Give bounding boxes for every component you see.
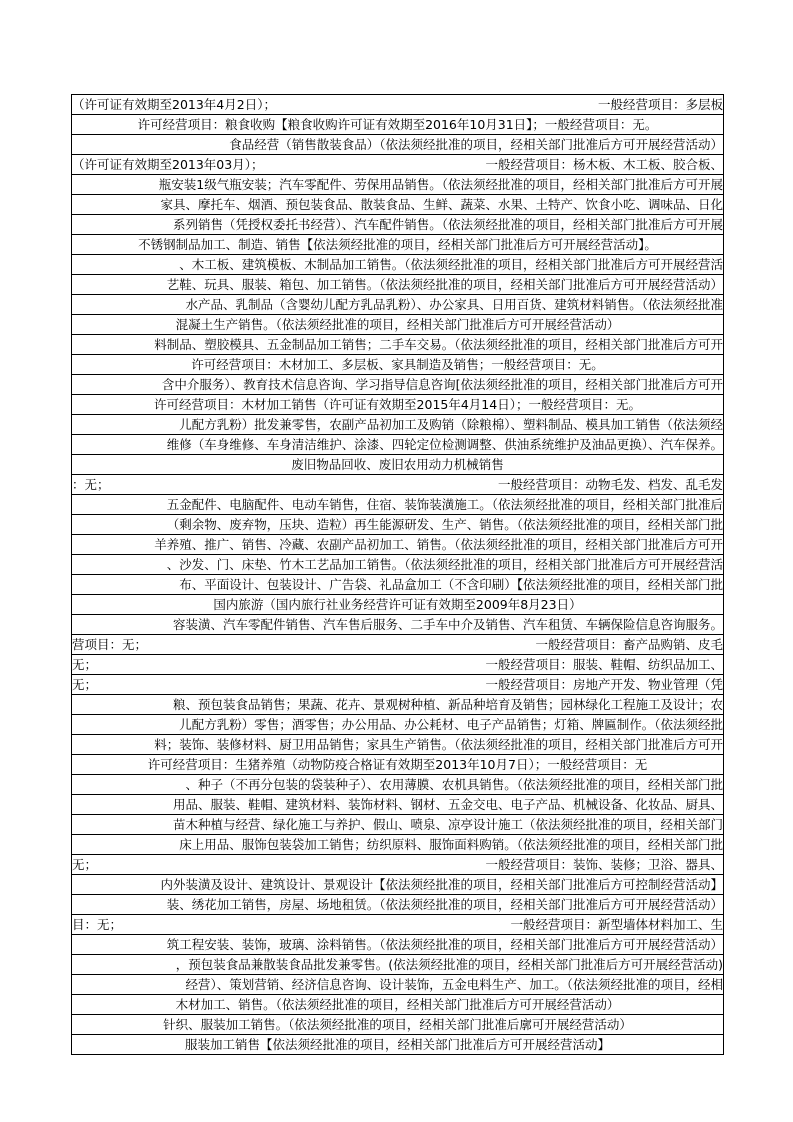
table-row[interactable]	[72, 455, 723, 475]
table-row[interactable]	[72, 535, 723, 555]
table-row[interactable]	[72, 555, 723, 575]
row-text: 混凝土生产销售。（依法须经批准的项目，经相关部门批准后方可开展经营活动）	[175, 317, 620, 332]
row-text: （剩余物、废弃物，压块、造粒）再生能源研发、生产、销售。（依法须经批准的项目，经相关部门批	[166, 517, 723, 532]
row-text: 料；装饰、装修材料、厨卫用品销售；家具生产销售。（依法须经批准的项目，经相关部门批准后方可开	[154, 737, 723, 752]
row-text-right: 一般经营项目：多层板	[597, 97, 723, 112]
table-row[interactable]	[72, 755, 723, 775]
row-text: 许可经营项目：粮食收购【粮食收购许可证有效期至2016年10月31日】；一般经营项目：无。	[137, 117, 658, 132]
row-text: 含中介服务）、教育技术信息咨询、学习指导信息咨询[依法须经批准的项目，经相关部门批准后方可开	[161, 377, 723, 392]
row-text: 苗木种植与经营、绿化施工与养护、假山、喷泉、凉亭设计施工（依法须经批准的项目，经相关部门	[172, 817, 723, 832]
row-text: 内外装潢及设计、建筑设计、景观设计【依法须经批准的项目，经相关部门批准后方可控制经营活动】	[160, 877, 723, 892]
table-row[interactable]	[72, 95, 723, 115]
table-row[interactable]	[72, 355, 723, 375]
row-text: ，预包装食品兼散装食品批发兼零售。(依法须经批准的项目，经相关部门批准后方可开展经营活动)	[175, 957, 723, 972]
row-text-right: 一般经营项目：杨木板、木工板、胶合板、	[485, 157, 723, 172]
row-text: 装、绣花加工销售，房屋、场地租赁。（依法须经批准的项目，经相关部门批准后方可开展经营活动）	[166, 897, 723, 912]
table-row[interactable]	[72, 615, 723, 635]
row-text: 木材加工、销售。（依法须经批准的项目，经相关部门批准后方可开展经营活动）	[175, 997, 620, 1012]
row-text-left: ：无；	[72, 477, 110, 492]
row-text: 许可经营项目：木材加工销售（许可证有效期至2015年4月14日）；一般经营项目：无。	[154, 397, 641, 412]
row-text: 食品经营（销售散装食品）（依法须经批准的项目，经相关部门批准后方可开展经营活动）	[229, 137, 723, 152]
spreadsheet-table	[71, 94, 724, 1055]
row-text: 水产品、乳制品（含婴幼儿配方乳品乳粉）、办公家具、日用百货、建筑材料销售。（依法须经批准	[185, 297, 723, 312]
row-text-right: 一般经营项目：房地产开发、物业管理（凭	[485, 677, 723, 692]
row-text: 容装潢、汽车零配件销售、汽车售后服务、二手车中介及销售、汽车租赁、车辆保险信息咨询服务。	[172, 617, 723, 632]
table-row[interactable]	[72, 575, 723, 595]
row-text: 艺鞋、玩具、服装、箱包、加工销售。（依法须经批准的项目，经相关部门批准后方可开展经营活动）	[166, 277, 723, 292]
table-row[interactable]	[72, 275, 723, 295]
row-text: 用品、服装、鞋帽、建筑材料、装饰材料、钢材、五金交电、电子产品、机械设备、化妆品、厨具、	[172, 797, 723, 812]
table-row[interactable]	[72, 835, 723, 855]
row-text: 、种子（不再分包装的袋装种子）、农用薄膜、农机具销售。（依法须经批准的项目，经相关部门批	[185, 777, 723, 792]
row-text: 儿配方乳粉）批发兼零售，农副产品初加工及购销（除粮棉）、塑料制品、模具加工销售（依法须经	[179, 417, 723, 432]
table-row[interactable]	[72, 195, 723, 215]
table-row[interactable]	[72, 735, 723, 755]
row-text: 针织、服装加工销售。（依法须经批准的项目，经相关部门批准后廓可开展经营活动）	[163, 1017, 632, 1032]
table-row[interactable]	[72, 875, 723, 895]
row-text-left: 营项目：无；	[72, 637, 148, 652]
table-row[interactable]	[72, 715, 723, 735]
table-row[interactable]	[72, 335, 723, 355]
table-row[interactable]	[72, 815, 723, 835]
row-text: 羊养殖、推广、销售、冷藏、农副产品初加工、销售。（依法须经批准的项目，经相关部门批准后方可开	[154, 537, 723, 552]
table-row[interactable]	[72, 595, 723, 615]
row-text-left: 无；	[72, 657, 98, 672]
row-text-left: 无；	[72, 677, 98, 692]
table-row[interactable]	[72, 1015, 723, 1035]
row-text: 服装加工销售【依法须经批准的项目，经相关部门批准后方可开展经营活动】	[184, 1037, 610, 1052]
row-text: 、木工板、建筑模板、木制品加工销售。（依法须经批准的项目，经相关部门批准后方可开展经营活	[179, 257, 723, 272]
table-row[interactable]	[72, 135, 723, 155]
table-row[interactable]	[72, 475, 723, 495]
table-row[interactable]	[72, 955, 723, 975]
row-text: 瓶安装1级气瓶安装；汽车零配件、劳保用品销售。（依法须经批准的项目，经相关部门批准后方可开展	[158, 177, 723, 192]
row-text: 不锈钢制品加工、制造、销售【依法须经批准的项目，经相关部门批准后方可开展经营活动】。	[138, 237, 657, 252]
table-row[interactable]	[72, 695, 723, 715]
row-text: 系列销售（凭授权委托书经营）、汽车配件销售。（依法须经批准的项目，经相关部门批准后方可开展	[172, 217, 723, 232]
row-text-left: （许可证有效期至2013年4月2日）；	[72, 97, 276, 112]
table-row[interactable]	[72, 895, 723, 915]
row-text: 维修（车身维修、车身清洁维护、涂漆、四轮定位检测调整、供油系统维护及油品更换）、汽车保养。	[166, 437, 723, 452]
row-text-left: 无；	[72, 857, 98, 872]
table-row[interactable]	[72, 775, 723, 795]
row-text: 粮、预包装食品销售；果蔬、花卉、景观树种植、新品种培育及销售；园林绿化工程施工及设计；农	[172, 697, 723, 712]
table-row[interactable]	[72, 255, 723, 275]
table-row[interactable]	[72, 315, 723, 335]
row-text: 布、平面设计、包装设计、广告袋、礼品盒加工（不含印刷）【依法须经批准的项目，经相关部门批	[179, 577, 723, 592]
row-text-right: 一般经营项目：动物毛发、档发、乱毛发	[497, 477, 723, 492]
table-row[interactable]	[72, 115, 723, 135]
table-row[interactable]	[72, 1035, 723, 1055]
row-text-left: 目：无；	[72, 917, 123, 932]
table-row[interactable]	[72, 515, 723, 535]
row-text: 床上用品、服饰包装袋加工销售；纺织原料、服饰面料购销。（依法须经批准的项目，经相关部门批	[179, 837, 723, 852]
table-row[interactable]	[72, 675, 723, 695]
table-row[interactable]	[72, 235, 723, 255]
row-text: 五金配件、电脑配件、电动车销售，住宿、装饰装潢施工。（依法须经批准的项目，经相关部门批准后	[166, 497, 723, 512]
row-text: 家具、摩托车、烟酒、预包装食品、散装食品、生鲜、蔬菜、水果、土特产、饮食小吃、调味品、日化	[160, 197, 723, 212]
row-text: 儿配方乳粉）零售；酒零售；办公用品、办公耗材、电子产品销售；灯箱、牌匾制作。（依法须经批	[179, 717, 723, 732]
table-row[interactable]	[72, 635, 723, 655]
table-row[interactable]	[72, 415, 723, 435]
row-text: 、沙发、门、床垫、竹木工艺品加工销售。（依法须经批准的项目，经相关部门批准后方可开展经营活	[166, 557, 723, 572]
table-row[interactable]	[72, 395, 723, 415]
table-row[interactable]	[72, 975, 723, 995]
row-text: 料制品、塑胶模具、五金制品加工销售；二手车交易。（依法须经批准的项目，经相关部门批准后方可开	[154, 337, 723, 352]
row-text: 筑工程安装、装饰，玻璃、涂料销售。（依法须经批准的项目，经相关部门批准后方可开展经营活动）	[166, 937, 723, 952]
table-row[interactable]	[72, 215, 723, 235]
row-text: 经营）、策划营销、经济信息咨询、设计装饰，五金电料生产、加工。（依法须经批准的项目，经相	[185, 977, 723, 992]
table-row[interactable]	[72, 375, 723, 395]
table-row[interactable]	[72, 435, 723, 455]
table-row[interactable]	[72, 655, 723, 675]
row-text-right: 一般经营项目：装饰、装修；卫浴、器具、	[485, 857, 723, 872]
row-text-right: 一般经营项目：服装、鞋帽、纺织品加工、	[485, 657, 723, 672]
row-text-right: 一般经营项目：新型墙体材料加工、生	[510, 917, 723, 932]
table-row[interactable]	[72, 995, 723, 1015]
table-row[interactable]	[72, 175, 723, 195]
row-text: 许可经营项目：生猪养殖（动物防疫合格证有效期至2013年10月7日）；一般经营项目：无	[147, 757, 648, 772]
row-text: 国内旅游（国内旅行社业务经营许可证有效期至2009年8月23日）	[213, 597, 582, 612]
table-row[interactable]	[72, 155, 723, 175]
row-text: 许可经营项目：木材加工、多层板、家具制造及销售；一般经营项目：无。	[191, 357, 604, 372]
table-row[interactable]	[72, 795, 723, 815]
row-text-right: 一般经营项目：畜产品购销、皮毛	[535, 637, 723, 652]
table-row[interactable]	[72, 915, 723, 935]
row-text: 废旧物品回收、废旧农用动力机械销售	[291, 457, 504, 472]
table-row[interactable]	[72, 935, 723, 955]
table-row[interactable]	[72, 855, 723, 875]
table-row[interactable]	[72, 295, 723, 315]
table-row[interactable]	[72, 495, 723, 515]
row-text-left: （许可证有效期至2013年03月）；	[72, 157, 264, 172]
